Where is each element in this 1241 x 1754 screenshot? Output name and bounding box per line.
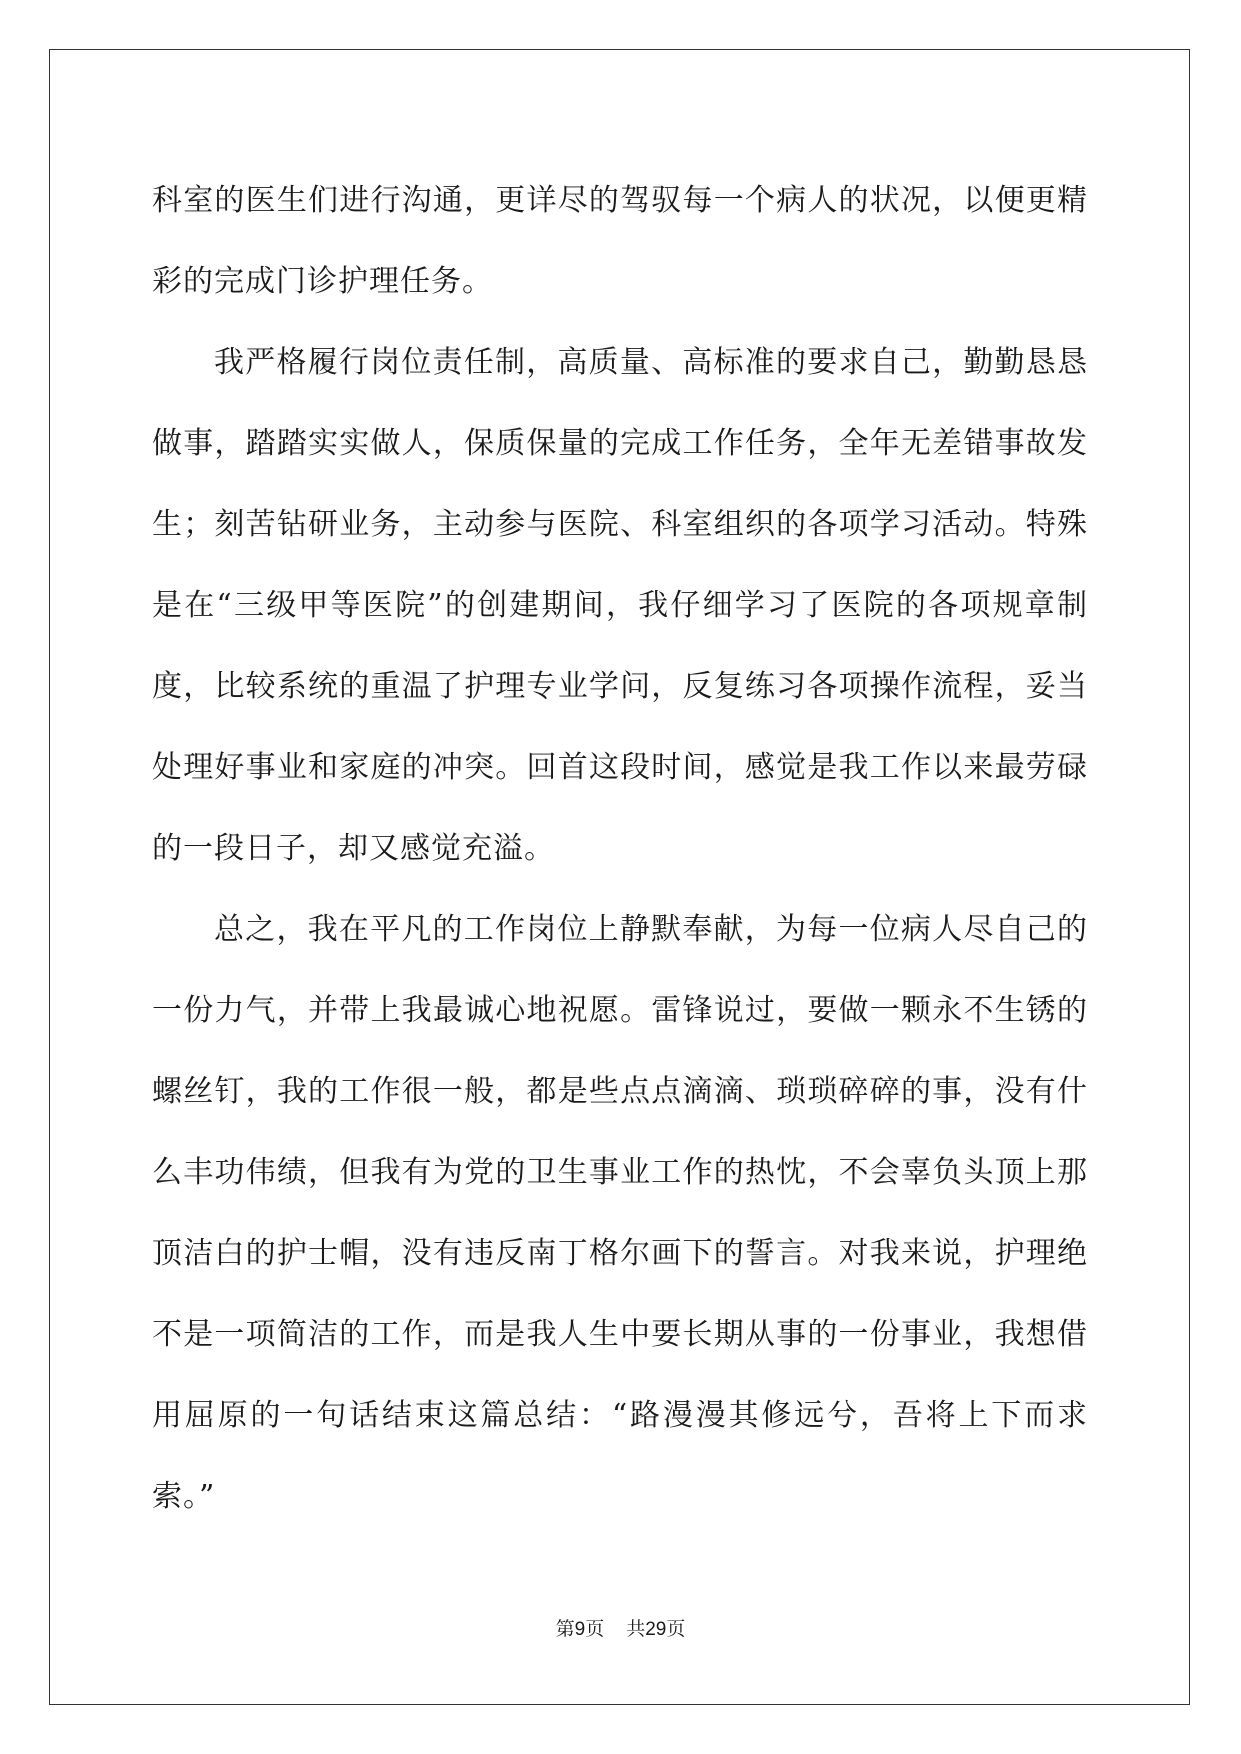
text-line: 螺丝钉，我的工作很一般，都是些点点滴滴、琐琐碎碎的事，没有什	[152, 1074, 1088, 1109]
text-line: 处理好事业和家庭的冲突。回首这段时间，感觉是我工作以来最劳碌	[152, 750, 1088, 785]
text-line: 做事，踏踏实实做人，保质保量的完成工作任务，全年无差错事故发	[152, 426, 1088, 461]
page-prefix: 第	[555, 1618, 575, 1640]
text-line: 索。”	[152, 1479, 216, 1514]
paragraph-first-line: 总之，我在平凡的工作岗位上静默奉献，为每一位病人尽自己的	[214, 912, 1088, 947]
text-line: 顶洁白的护士帽，没有违反南丁格尔画下的誓言。对我来说，护理绝	[152, 1236, 1088, 1271]
text-line: 生；刻苦钻研业务，主动参与医院、科室组织的各项学习活动。特殊	[152, 507, 1088, 542]
total-suffix: 页	[666, 1618, 686, 1640]
document-body	[152, 160, 1088, 1537]
page-footer	[0, 1614, 1241, 1641]
text-line: 用屈原的一句话结束这篇总结：“路漫漫其修远兮，吾将上下而求	[152, 1398, 1088, 1433]
text-line: 么丰功伟绩，但我有为党的卫生事业工作的热忱，不会辜负头顶上那	[152, 1155, 1088, 1190]
page-suffix: 页	[585, 1618, 605, 1640]
total-pages: 29	[645, 1619, 667, 1640]
text-line: 度，比较系统的重温了护理专业学问，反复练习各项操作流程，妥当	[152, 669, 1088, 704]
text-line: 不是一项简洁的工作，而是我人生中要长期从事的一份事业，我想借	[152, 1317, 1088, 1352]
text-line: 科室的医生们进行沟通，更详尽的驾驭每一个病人的状况，以便更精	[152, 183, 1088, 218]
text-line: 的一段日子，却又感觉充溢。	[152, 831, 555, 866]
total-prefix: 共	[626, 1618, 646, 1640]
paragraph-first-line: 我严格履行岗位责任制，高质量、高标准的要求自己，勤勤恳恳	[214, 345, 1088, 380]
text-line: 是在“三级甲等医院”的创建期间，我仔细学习了医院的各项规章制	[152, 588, 1088, 623]
text-line: 彩的完成门诊护理任务。	[152, 264, 493, 299]
text-line: 一份力气，并带上我最诚心地祝愿。雷锋说过，要做一颗永不生锈的	[152, 993, 1088, 1028]
page-number: 9	[574, 1619, 586, 1640]
